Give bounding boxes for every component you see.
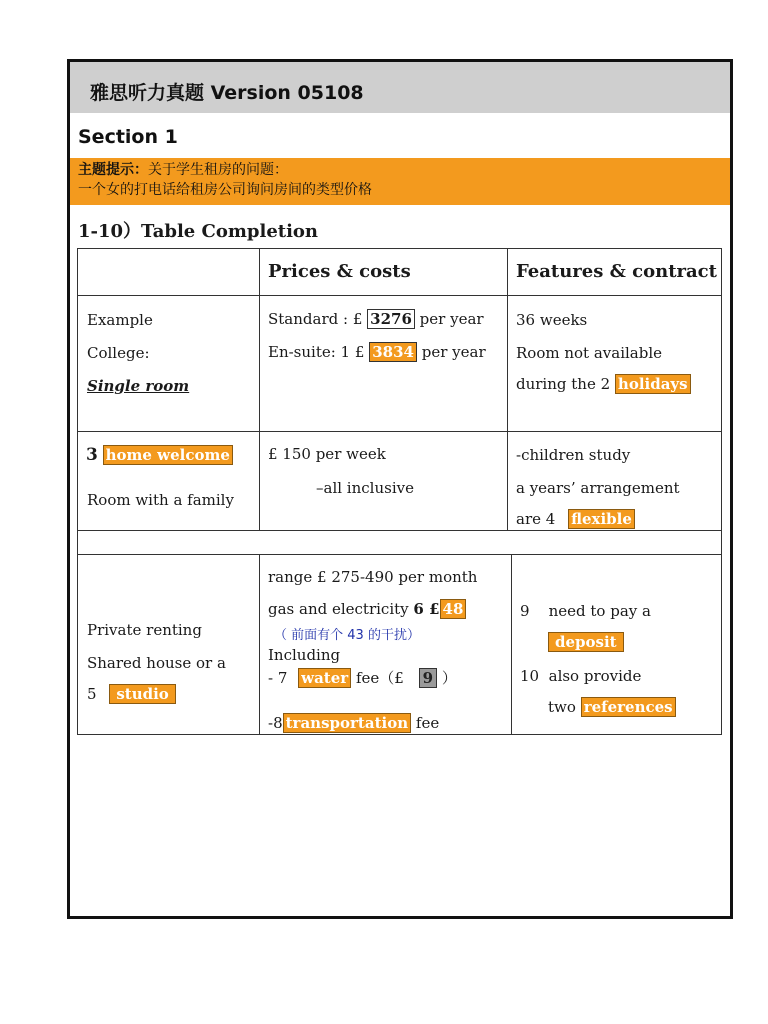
row1-ensuite-label: En-suite: 1 £ xyxy=(268,343,365,361)
row1-weeks: 36 weeks xyxy=(516,311,588,329)
row2-per-week: £ 150 per week xyxy=(268,445,386,463)
row2-feature-cell xyxy=(507,431,722,531)
header-prices: Prices & costs xyxy=(268,261,411,282)
row2-type-cell xyxy=(77,431,260,531)
row1-type-cell xyxy=(77,295,260,432)
row3-type-cell xyxy=(77,554,260,735)
row2-family: Room with a family xyxy=(87,491,234,509)
section-heading: Section 1 xyxy=(78,126,178,148)
answer-3: home welcome xyxy=(103,445,233,465)
row3-price-cell xyxy=(259,554,512,735)
row3-shared: Shared house or a xyxy=(87,654,226,672)
spacer-row xyxy=(77,530,722,555)
title-bar xyxy=(70,62,730,113)
answer-1: 3834 xyxy=(369,342,417,362)
row3-provide: 10 also provide xyxy=(520,667,642,685)
row3-gas-line xyxy=(268,600,466,618)
row1-during-label: during the 2 xyxy=(516,375,611,393)
row3-gas-label: gas and electricity xyxy=(268,600,409,618)
row1-single-room: Single room xyxy=(87,377,190,395)
row3-including: Including xyxy=(268,646,341,664)
row3-private-renting: Private renting xyxy=(87,621,202,639)
answer-2: holidays xyxy=(615,374,691,394)
answer-4: flexible xyxy=(568,509,635,529)
topic-hint-banner xyxy=(70,158,730,205)
hint-line2: 一个女的打电话给租房公司询问房间的类型价格 xyxy=(78,182,372,198)
header-features: Features & contract xyxy=(516,261,717,282)
row3-water-line xyxy=(268,667,457,688)
question-6-number: 6 £ xyxy=(413,600,440,618)
header-prices-cell xyxy=(259,248,508,296)
answer-9: deposit xyxy=(548,632,624,652)
row1-ensuite-unit: per year xyxy=(421,343,486,361)
row1-standard-label: Standard : £ xyxy=(268,310,363,328)
row3-transport-line xyxy=(268,714,439,732)
header-features-cell xyxy=(507,248,722,296)
row3-two-label: two xyxy=(548,698,576,716)
row1-example: Example xyxy=(87,311,153,329)
row1-standard-line xyxy=(268,310,484,328)
task-title: 1-10）Table Completion xyxy=(78,221,319,242)
row2-children: -children study xyxy=(516,446,631,464)
answer-standard-price: 3276 xyxy=(367,309,415,329)
row2-are-label: are 4 xyxy=(516,510,556,528)
row2-answer-line xyxy=(86,445,233,465)
question-7-number: - 7 xyxy=(268,669,288,687)
answer-10: references xyxy=(581,697,676,717)
row3-references-line xyxy=(548,698,676,716)
row2-flexible-line xyxy=(516,510,635,528)
row2-inclusive: –all inclusive xyxy=(316,479,414,497)
row3-deposit-line xyxy=(548,633,624,651)
row2-arrangement: a years’ arrangement xyxy=(516,479,680,497)
row1-feature-cell xyxy=(507,295,722,432)
row1-ensuite-line xyxy=(268,343,486,361)
row3-deposit-question: 9 need to pay a xyxy=(520,602,651,620)
answer-6: 48 xyxy=(440,599,467,619)
row3-distractor-note: （ 前面有个 43 的干扰） xyxy=(274,628,420,643)
answer-8: transportation xyxy=(283,713,411,733)
question-5-number: 5 xyxy=(87,685,97,703)
row2-price-cell xyxy=(259,431,508,531)
header-empty-cell xyxy=(77,248,260,296)
row3-studio-line xyxy=(87,685,176,703)
page-title: 雅思听力真题 Version 05108 xyxy=(90,82,364,104)
row3-fee-label: fee（£ xyxy=(355,669,404,687)
answer-9-price: 9 xyxy=(419,668,437,688)
hint-label: 主题提示： xyxy=(78,162,148,178)
row3-fee-close: ） xyxy=(441,669,457,687)
row3-feature-cell xyxy=(511,554,722,735)
row1-standard-unit: per year xyxy=(419,310,484,328)
row3-range: range £ 275-490 per month xyxy=(268,568,478,586)
question-8-number: -8 xyxy=(268,714,283,732)
row1-college: College: xyxy=(87,344,150,362)
answer-5: studio xyxy=(109,684,175,704)
row1-not-available: Room not available xyxy=(516,344,663,362)
row3-transport-fee: fee xyxy=(415,714,440,732)
question-3-number: 3 xyxy=(86,445,98,465)
row1-holidays-line xyxy=(516,375,691,393)
answer-7: water xyxy=(298,668,351,688)
row1-price-cell xyxy=(259,295,508,432)
hint-line1: 关于学生租房的问题： xyxy=(148,162,288,178)
